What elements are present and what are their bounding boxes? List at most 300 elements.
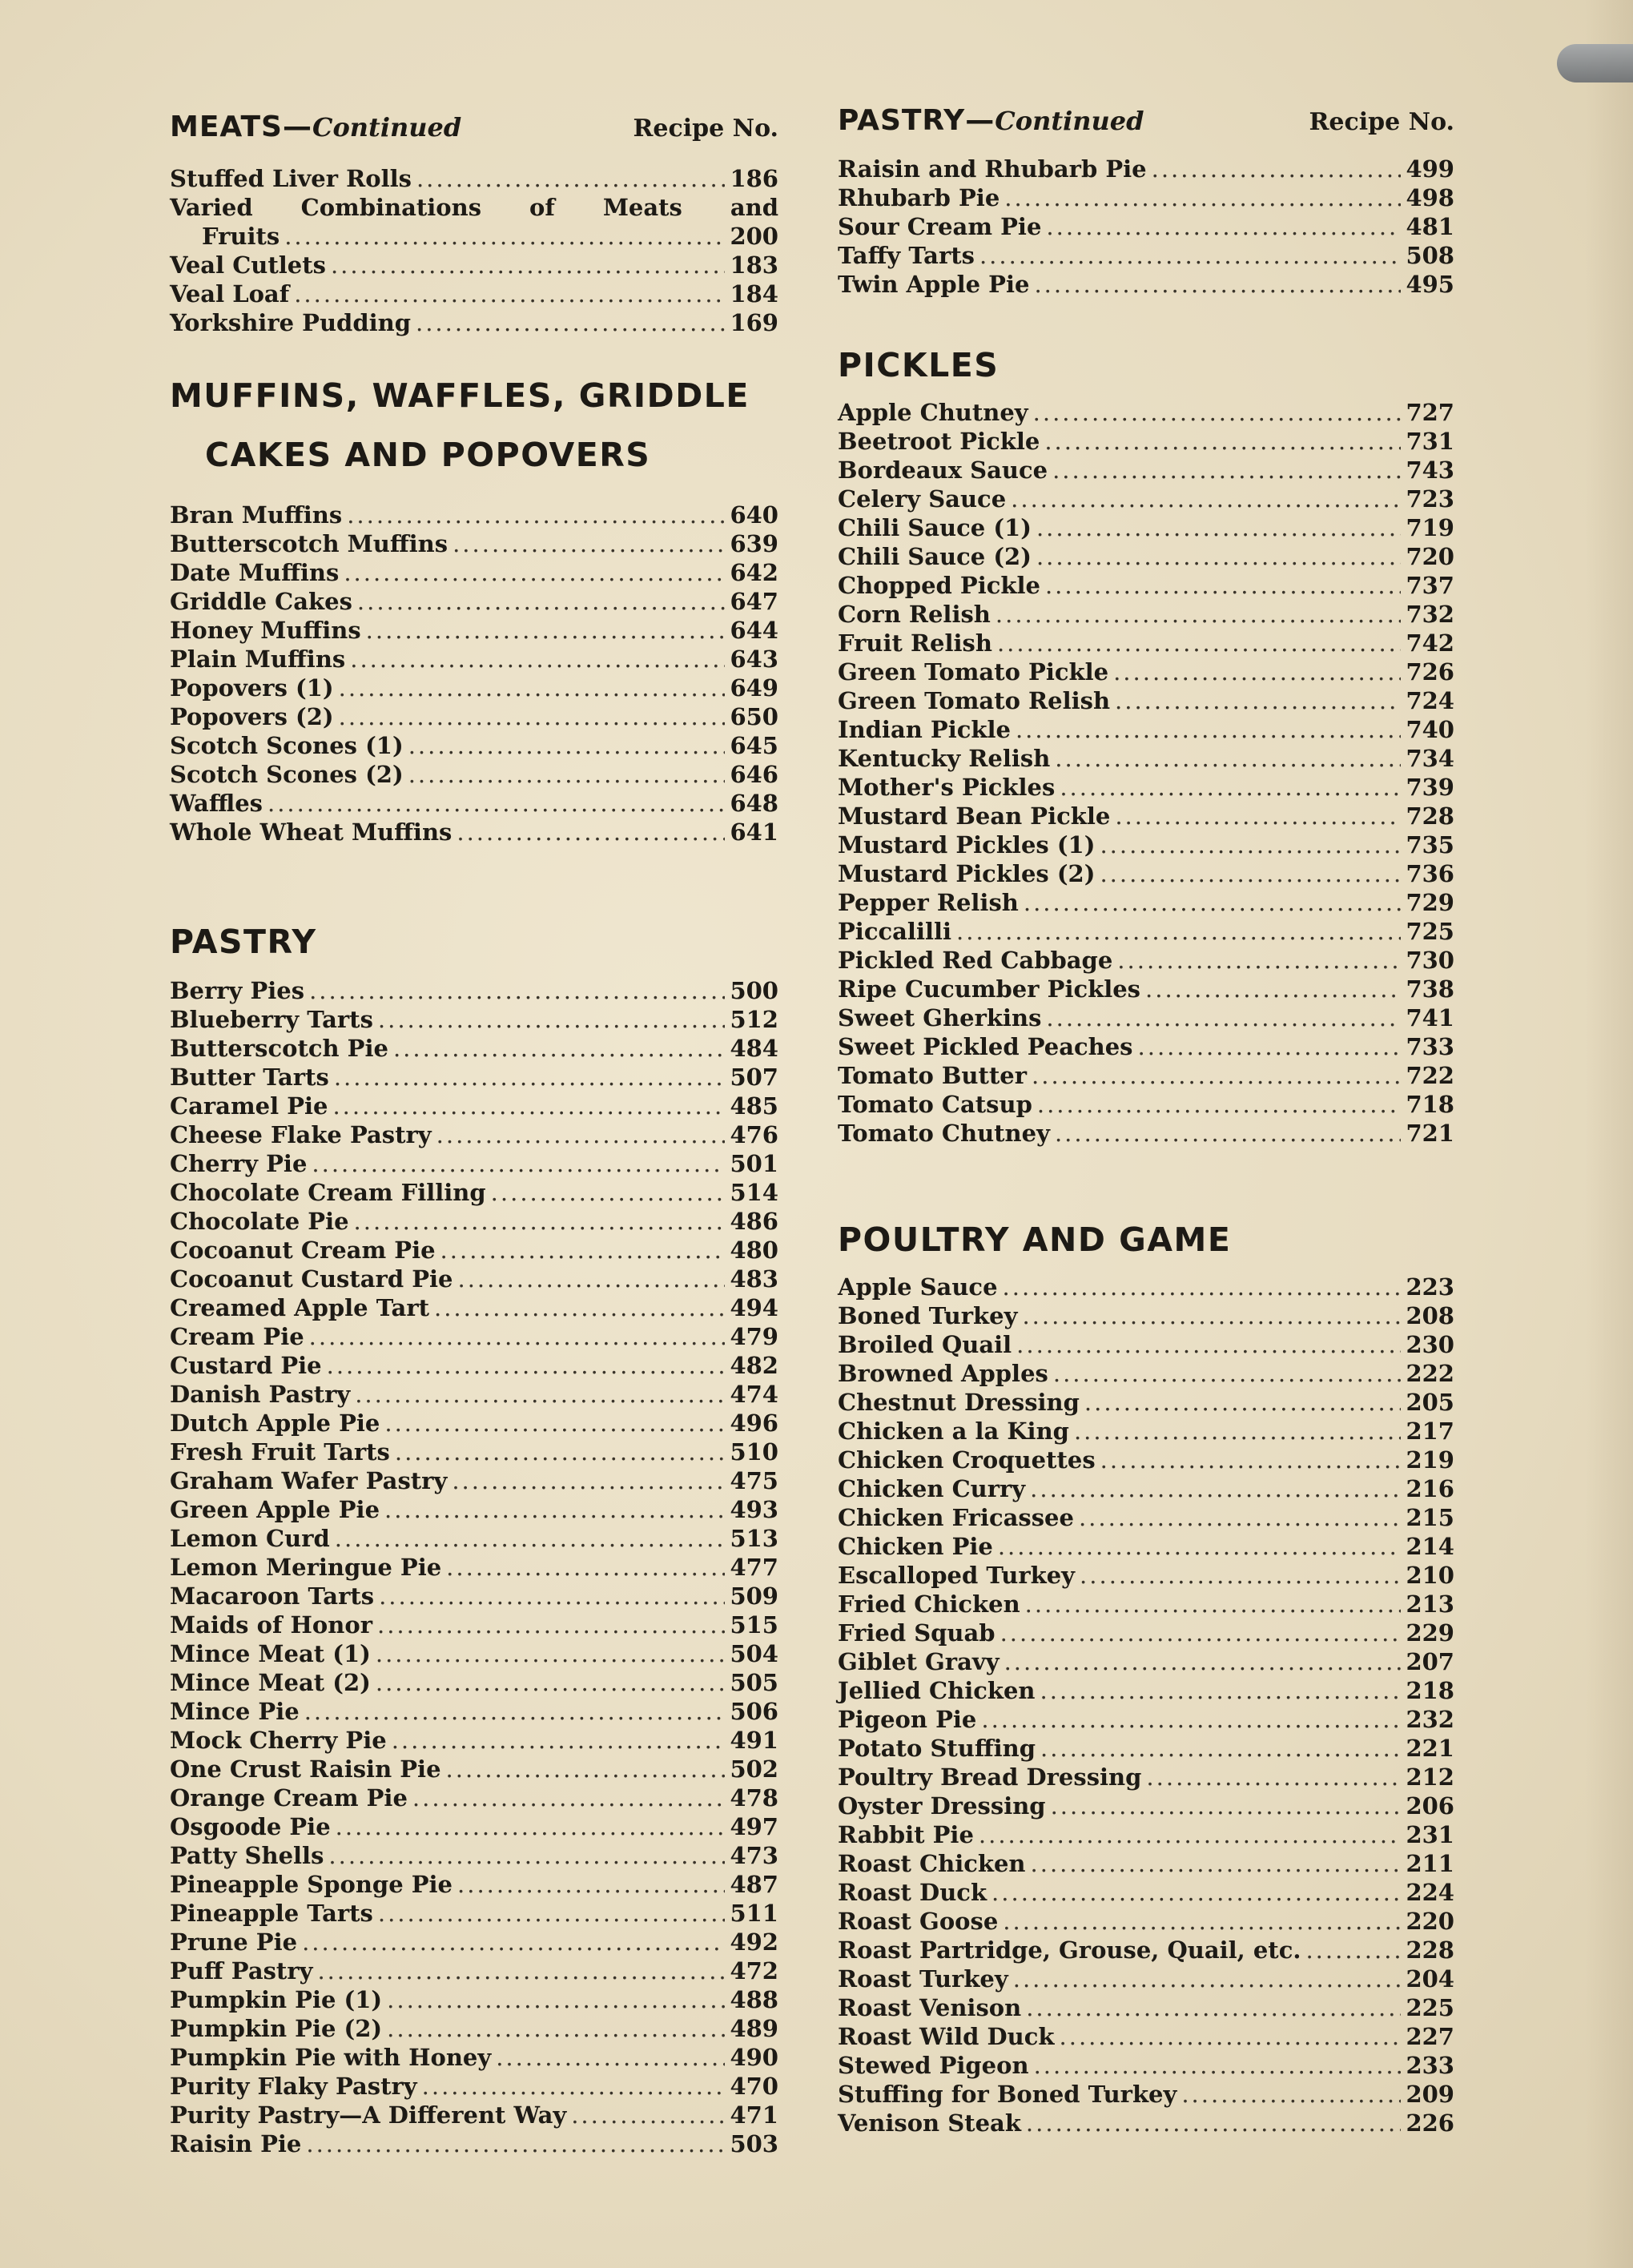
recipe-name: Green Tomato Relish (838, 687, 1111, 714)
dot-leader (408, 760, 726, 789)
dot-leader (1145, 975, 1401, 1003)
recipe-name: Boned Turkey (838, 1302, 1018, 1329)
recipe-name: Cocoanut Custard Pie (170, 1265, 453, 1293)
dot-leader (1034, 2051, 1402, 2080)
index-entry (838, 542, 1454, 571)
index-entry (170, 1611, 778, 1639)
dot-leader (387, 2014, 725, 2043)
pastry-section-title: PASTRY (170, 923, 317, 961)
index-entry (838, 427, 1454, 456)
recipe-name: Butter Tarts (170, 1064, 329, 1091)
recipe-number: 226 (1406, 2109, 1454, 2137)
recipe-name: Mince Meat (1) (170, 1640, 371, 1667)
dot-leader (317, 1956, 725, 1985)
recipe-name: Twin Apple Pie (838, 271, 1030, 298)
recipe-number: 490 (730, 2044, 778, 2071)
recipe-number: 640 (730, 501, 778, 529)
meats-continued-header (170, 111, 778, 143)
recipe-name: Oyster Dressing (838, 1792, 1046, 1820)
recipe-number: 232 (1406, 1706, 1454, 1733)
poultry-list (838, 1273, 1454, 2137)
recipe-name: Sour Cream Pie (838, 213, 1042, 240)
recipe-name: Chicken a la King (838, 1418, 1069, 1445)
dot-leader (457, 818, 725, 846)
recipe-number: 503 (730, 2130, 778, 2157)
index-entry (838, 1330, 1454, 1359)
recipe-number: 515 (730, 1611, 778, 1639)
recipe-number: 642 (730, 559, 778, 586)
recipe-name: Browned Apples (838, 1360, 1048, 1387)
recipe-number: 491 (730, 1727, 778, 1754)
recipe-number: 504 (730, 1640, 778, 1667)
recipe-number: 228 (1406, 1936, 1454, 1964)
recipe-name: Roast Chicken (838, 1850, 1026, 1877)
dot-leader (312, 1149, 725, 1178)
recipe-name: Corn Relish (838, 601, 991, 628)
recipe-name: Mustard Pickles (1) (838, 831, 1096, 859)
recipe-name: Stuffing for Boned Turkey (838, 2081, 1177, 2108)
index-entry (170, 976, 778, 1005)
recipe-number: 208 (1406, 1302, 1454, 1329)
index-entry (838, 1032, 1454, 1061)
recipe-name: Tomato Butter (838, 1062, 1028, 1089)
recipe-number: 649 (730, 674, 778, 702)
recipe-name: Chicken Fricassee (838, 1504, 1074, 1531)
recipe-number: 476 (730, 1121, 778, 1148)
recipe-name: Tomato Catsup (838, 1091, 1032, 1118)
dot-leader (336, 1812, 726, 1841)
recipe-number: 212 (1406, 1763, 1454, 1791)
index-entry (838, 859, 1454, 888)
dot-leader (440, 1236, 726, 1265)
recipe-name: Purity Flaky Pastry (170, 2073, 417, 2100)
index-entry: Veal Loaf ..... 184 (170, 279, 778, 308)
index-entry (838, 1676, 1454, 1705)
index-entry (838, 1878, 1454, 1907)
index-entry (838, 2080, 1454, 2109)
recipe-number: 733 (1406, 1033, 1454, 1060)
index-entry (838, 1061, 1454, 1090)
index-entry (838, 1003, 1454, 1032)
recipe-no-label: Recipe No. (633, 115, 778, 143)
index-entry (838, 2051, 1454, 2080)
dot-leader (452, 1466, 725, 1495)
index-entry (170, 1322, 778, 1351)
recipe-name: Caramel Pie (170, 1092, 328, 1120)
index-entry (170, 760, 778, 789)
pastry-continued-header (838, 104, 1454, 137)
dot-leader (1032, 1061, 1401, 1090)
dot-leader (1074, 1417, 1402, 1446)
recipe-name: Mince Pie (170, 1698, 300, 1725)
dot-leader (1100, 859, 1401, 888)
index-entry (170, 1783, 778, 1812)
recipe-name: Apple Sauce (838, 1273, 998, 1301)
dot-leader (1031, 1849, 1402, 1878)
recipe-number: 205 (1406, 1389, 1454, 1416)
meats-list (170, 164, 778, 337)
index-entry (170, 731, 778, 760)
index-entry (170, 1120, 778, 1149)
recipe-name: Puff Pastry (170, 1957, 313, 1984)
recipe-number: 500 (730, 977, 778, 1004)
index-entry (838, 1763, 1454, 1791)
pastry-continued-title: PASTRY—Continued (838, 104, 1144, 137)
recipe-number: 743 (1406, 456, 1454, 484)
index-entry (838, 686, 1454, 715)
index-entry (170, 2014, 778, 2043)
recipe-number: 473 (730, 1842, 778, 1869)
index-entry (170, 1092, 778, 1120)
dot-leader (1004, 183, 1401, 212)
dot-leader (384, 1495, 725, 1524)
pastry-list (170, 976, 778, 2158)
dot-leader (334, 1063, 726, 1092)
dot-leader (335, 1524, 726, 1553)
dot-leader (332, 1092, 725, 1120)
recipe-number: 647 (730, 588, 778, 615)
dot-leader (1003, 1907, 1401, 1936)
recipe-number: 648 (730, 790, 778, 817)
recipe-number: 216 (1406, 1475, 1454, 1502)
dot-leader (457, 1265, 725, 1293)
dot-leader (1044, 427, 1401, 456)
dot-leader (1000, 1619, 1402, 1647)
recipe-number: 729 (1406, 889, 1454, 916)
recipe-number: 742 (1406, 629, 1454, 657)
index-entry (170, 1005, 778, 1034)
recipe-number: 512 (730, 1006, 778, 1033)
recipe-number: 730 (1406, 947, 1454, 974)
recipe-name: Cherry Pie (170, 1150, 308, 1177)
index-entry (170, 818, 778, 846)
recipe-name: Butterscotch Muffins (170, 530, 448, 557)
recipe-name: Chestnut Dressing (838, 1389, 1080, 1416)
index-entry (838, 1474, 1454, 1503)
index-entry (170, 501, 778, 529)
dot-leader (376, 1639, 726, 1668)
dot-leader (434, 1293, 725, 1322)
recipe-number: 492 (730, 1928, 778, 1956)
index-entry (838, 1964, 1454, 1993)
recipe-name: Cheese Flake Pastry (170, 1121, 432, 1148)
recipe-name: Sweet Pickled Peaches (838, 1033, 1133, 1060)
recipe-name: Custard Pie (170, 1352, 322, 1379)
meats-continued-title: MEATS—Continued (170, 111, 462, 143)
dot-leader (496, 2043, 725, 2072)
recipe-name: Giblet Gravy (838, 1648, 1000, 1675)
recipe-number: 511 (730, 1900, 778, 1927)
dot-leader (1003, 1273, 1402, 1301)
index-entry (170, 1928, 778, 1956)
recipe-number: 740 (1406, 716, 1454, 743)
index-entry (170, 1899, 778, 1928)
index-entry (170, 616, 778, 645)
recipe-name: Mince Meat (2) (170, 1669, 371, 1696)
dot-leader (1033, 398, 1402, 427)
recipe-number: 498 (1406, 184, 1454, 211)
recipe-number: 719 (1406, 514, 1454, 541)
recipe-name: Lemon Meringue Pie (170, 1554, 442, 1581)
index-entry (838, 1791, 1454, 1820)
recipe-name: Date Muffins (170, 559, 340, 586)
recipe-number: 738 (1406, 975, 1454, 1003)
recipe-number: 495 (1406, 271, 1454, 298)
index-entry (170, 2072, 778, 2101)
index-entry (170, 1870, 778, 1899)
recipe-name: Plain Muffins (170, 645, 346, 673)
index-entry (170, 2129, 778, 2158)
recipe-number: 478 (730, 1784, 778, 1812)
index-entry (170, 789, 778, 818)
recipe-number: 472 (730, 1957, 778, 1984)
recipe-name: Chocolate Pie (170, 1208, 349, 1235)
recipe-name: Orange Cream Pie (170, 1784, 408, 1812)
recipe-number: 737 (1406, 572, 1454, 599)
dot-leader (446, 1553, 725, 1582)
recipe-number: 645 (730, 732, 778, 759)
recipe-name: Tomato Chutney (838, 1120, 1050, 1147)
index-entry (170, 1178, 778, 1207)
index-entry (170, 529, 778, 558)
recipe-number: 726 (1406, 658, 1454, 686)
recipe-name: Roast Partridge, Grouse, Quail, etc. (838, 1936, 1301, 1964)
recipe-name: Poultry Bread Dressing (838, 1763, 1142, 1791)
binder-ring (1557, 44, 1633, 82)
recipe-number: 470 (730, 2073, 778, 2100)
recipe-name: Venison Steak (838, 2109, 1021, 2137)
recipe-number: 481 (1406, 213, 1454, 240)
recipe-name: Creamed Apple Tart (170, 1294, 429, 1321)
recipe-number: 724 (1406, 687, 1454, 714)
recipe-name: Bordeaux Sauce (838, 456, 1048, 484)
dot-leader (998, 1532, 1402, 1561)
dot-leader (376, 1668, 726, 1697)
poultry-section-title: POULTRY AND GAME (838, 1220, 1232, 1259)
recipe-name: Blueberry Tarts (170, 1006, 373, 1033)
dot-leader (378, 1005, 726, 1034)
index-entry (170, 1380, 778, 1409)
dot-leader (1055, 1119, 1402, 1148)
index-entry (838, 270, 1454, 299)
recipe-no-label: Recipe No. (1309, 108, 1454, 136)
recipe-name: One Crust Raisin Pie (170, 1755, 441, 1783)
recipe-name: Pickled Red Cabbage (838, 947, 1113, 974)
index-entry (170, 1668, 778, 1697)
dot-leader (354, 1207, 726, 1236)
recipe-name: Purity Pastry—A Different Way (170, 2101, 567, 2129)
recipe-name: Ripe Cucumber Pickles (838, 975, 1141, 1003)
dot-leader (395, 1438, 726, 1466)
index-entry (838, 2109, 1454, 2137)
dot-leader (1016, 1330, 1401, 1359)
recipe-number: 220 (1406, 1908, 1454, 1935)
dot-leader (1053, 1359, 1402, 1388)
dot-leader (1024, 888, 1402, 917)
dot-leader (379, 1582, 725, 1611)
dot-leader (991, 1878, 1401, 1907)
dot-leader (1016, 715, 1401, 744)
dot-leader (1026, 1993, 1401, 2022)
recipe-number: 509 (730, 1582, 778, 1610)
dot-leader (1117, 946, 1401, 975)
dot-leader (1026, 2109, 1402, 2137)
recipe-name: Osgoode Pie (170, 1813, 331, 1840)
recipe-number: 204 (1406, 1965, 1454, 1993)
recipe-number: 650 (730, 703, 778, 730)
index-entry (170, 587, 778, 616)
index-entry (838, 398, 1454, 427)
recipe-name: Waffles (170, 790, 263, 817)
recipe-number: 483 (730, 1265, 778, 1293)
recipe-number: 720 (1406, 543, 1454, 570)
dot-leader (387, 1985, 725, 2014)
recipe-name: Lemon Curd (170, 1525, 330, 1552)
index-entry (838, 802, 1454, 830)
recipe-number: 646 (730, 761, 778, 788)
index-entry (838, 1388, 1454, 1417)
recipe-name: Broiled Quail (838, 1331, 1012, 1358)
muffins-list (170, 501, 778, 846)
index-entry (170, 1755, 778, 1783)
index-entry (170, 1524, 778, 1553)
recipe-number: 497 (730, 1813, 778, 1840)
recipe-number: 214 (1406, 1533, 1454, 1560)
index-entry: Veal Cutlets ..... 183 (170, 251, 778, 279)
recipe-number: 510 (730, 1438, 778, 1466)
index-entry (170, 2101, 778, 2129)
recipe-name: Cocoanut Cream Pie (170, 1237, 436, 1264)
recipe-number: 210 (1406, 1562, 1454, 1589)
dot-leader (1011, 485, 1401, 513)
index-entry (838, 241, 1454, 270)
muffins-section-title: MUFFINS, WAFFLES, GRIDDLE CAKES AND POPOVERS (170, 376, 750, 474)
recipe-number: 215 (1406, 1504, 1454, 1531)
recipe-name: Whole Wheat Muffins (170, 818, 452, 846)
recipe-name: Escalloped Turkey (838, 1562, 1076, 1589)
recipe-number: 211 (1406, 1850, 1454, 1877)
dot-leader (306, 2129, 725, 2158)
recipe-number: 224 (1406, 1879, 1454, 1906)
recipe-number: 231 (1406, 1821, 1454, 1848)
index-entry (838, 183, 1454, 212)
dot-leader (571, 2101, 725, 2129)
recipe-name: Pineapple Sponge Pie (170, 1871, 453, 1898)
recipe-name: Popovers (2) (170, 703, 334, 730)
recipe-name: Raisin Pie (170, 2130, 302, 2157)
recipe-number: 493 (730, 1496, 778, 1523)
dot-leader (1305, 1936, 1401, 1964)
recipe-number: 477 (730, 1554, 778, 1581)
index-entry (838, 1619, 1454, 1647)
recipe-number: 486 (730, 1208, 778, 1235)
recipe-number: 225 (1406, 1994, 1454, 2021)
recipe-number: 218 (1406, 1677, 1454, 1704)
index-entry (170, 1034, 778, 1063)
index-entry (170, 674, 778, 702)
dot-leader (491, 1178, 726, 1207)
recipe-name: Danish Pastry (170, 1381, 351, 1408)
recipe-name: Jellied Chicken (838, 1677, 1036, 1704)
index-entry (170, 1697, 778, 1726)
index-entry (838, 212, 1454, 241)
index-entry (170, 1495, 778, 1524)
index-entry (838, 629, 1454, 657)
recipe-number: 206 (1406, 1792, 1454, 1820)
right-column (838, 104, 1454, 2137)
recipe-number: 722 (1406, 1062, 1454, 1089)
dot-leader (344, 558, 725, 587)
dot-leader (1045, 571, 1402, 600)
recipe-name: Pigeon Pie (838, 1706, 977, 1733)
page-edge-shadow (1585, 0, 1633, 2268)
index-entry (170, 1639, 778, 1668)
dot-leader (1100, 830, 1401, 859)
dot-leader (302, 1928, 725, 1956)
recipe-name: Prune Pie (170, 1928, 298, 1956)
dot-leader (309, 1322, 726, 1351)
index-entry-wrapped: Varied Combinations of Meats and Fruits ..... 200 (170, 193, 778, 251)
index-entry (170, 645, 778, 674)
index-entry (170, 1438, 778, 1466)
recipe-name: Dutch Apple Pie (170, 1409, 380, 1437)
index-entry (838, 1532, 1454, 1561)
index-entry (838, 485, 1454, 513)
recipe-name: Maids of Honor (170, 1611, 372, 1639)
dot-leader (327, 1351, 726, 1380)
recipe-number: 489 (730, 2015, 778, 2042)
recipe-number: 723 (1406, 485, 1454, 513)
dot-leader (1152, 155, 1402, 183)
dot-leader (979, 241, 1402, 270)
dot-leader (378, 1899, 726, 1928)
index-entry (838, 1503, 1454, 1532)
pastry-continued-list (838, 155, 1454, 299)
index-entry (838, 1561, 1454, 1590)
recipe-name: Roast Wild Duck (838, 2023, 1055, 2050)
recipe-number: 496 (730, 1409, 778, 1437)
index-entry (170, 1553, 778, 1582)
index-entry (170, 1726, 778, 1755)
recipe-name: Roast Duck (838, 1879, 987, 1906)
recipe-number: 501 (730, 1150, 778, 1177)
dot-leader (1138, 1032, 1402, 1061)
recipe-name: Taffy Tarts (838, 242, 975, 269)
dot-leader (328, 1841, 725, 1870)
index-entry (838, 2022, 1454, 2051)
recipe-name: Stewed Pigeon (838, 2052, 1029, 2079)
index-entry (838, 600, 1454, 629)
index-entry (838, 1936, 1454, 1964)
dot-leader (1034, 270, 1401, 299)
index-entry (170, 1841, 778, 1870)
recipe-number: 479 (730, 1323, 778, 1350)
recipe-number: 736 (1406, 860, 1454, 887)
recipe-name: Green Tomato Pickle (838, 658, 1109, 686)
dot-leader (1040, 1676, 1402, 1705)
index-entry (838, 1849, 1454, 1878)
index-entry (838, 744, 1454, 773)
recipe-number: 222 (1406, 1360, 1454, 1387)
recipe-name: Cream Pie (170, 1323, 304, 1350)
recipe-number: 471 (730, 2101, 778, 2129)
index-entry (838, 975, 1454, 1003)
recipe-name: Fried Squab (838, 1619, 995, 1647)
dot-leader (979, 1820, 1402, 1849)
recipe-number: 221 (1406, 1735, 1454, 1762)
dot-leader (339, 702, 726, 731)
recipe-name: Pumpkin Pie with Honey (170, 2044, 492, 2071)
